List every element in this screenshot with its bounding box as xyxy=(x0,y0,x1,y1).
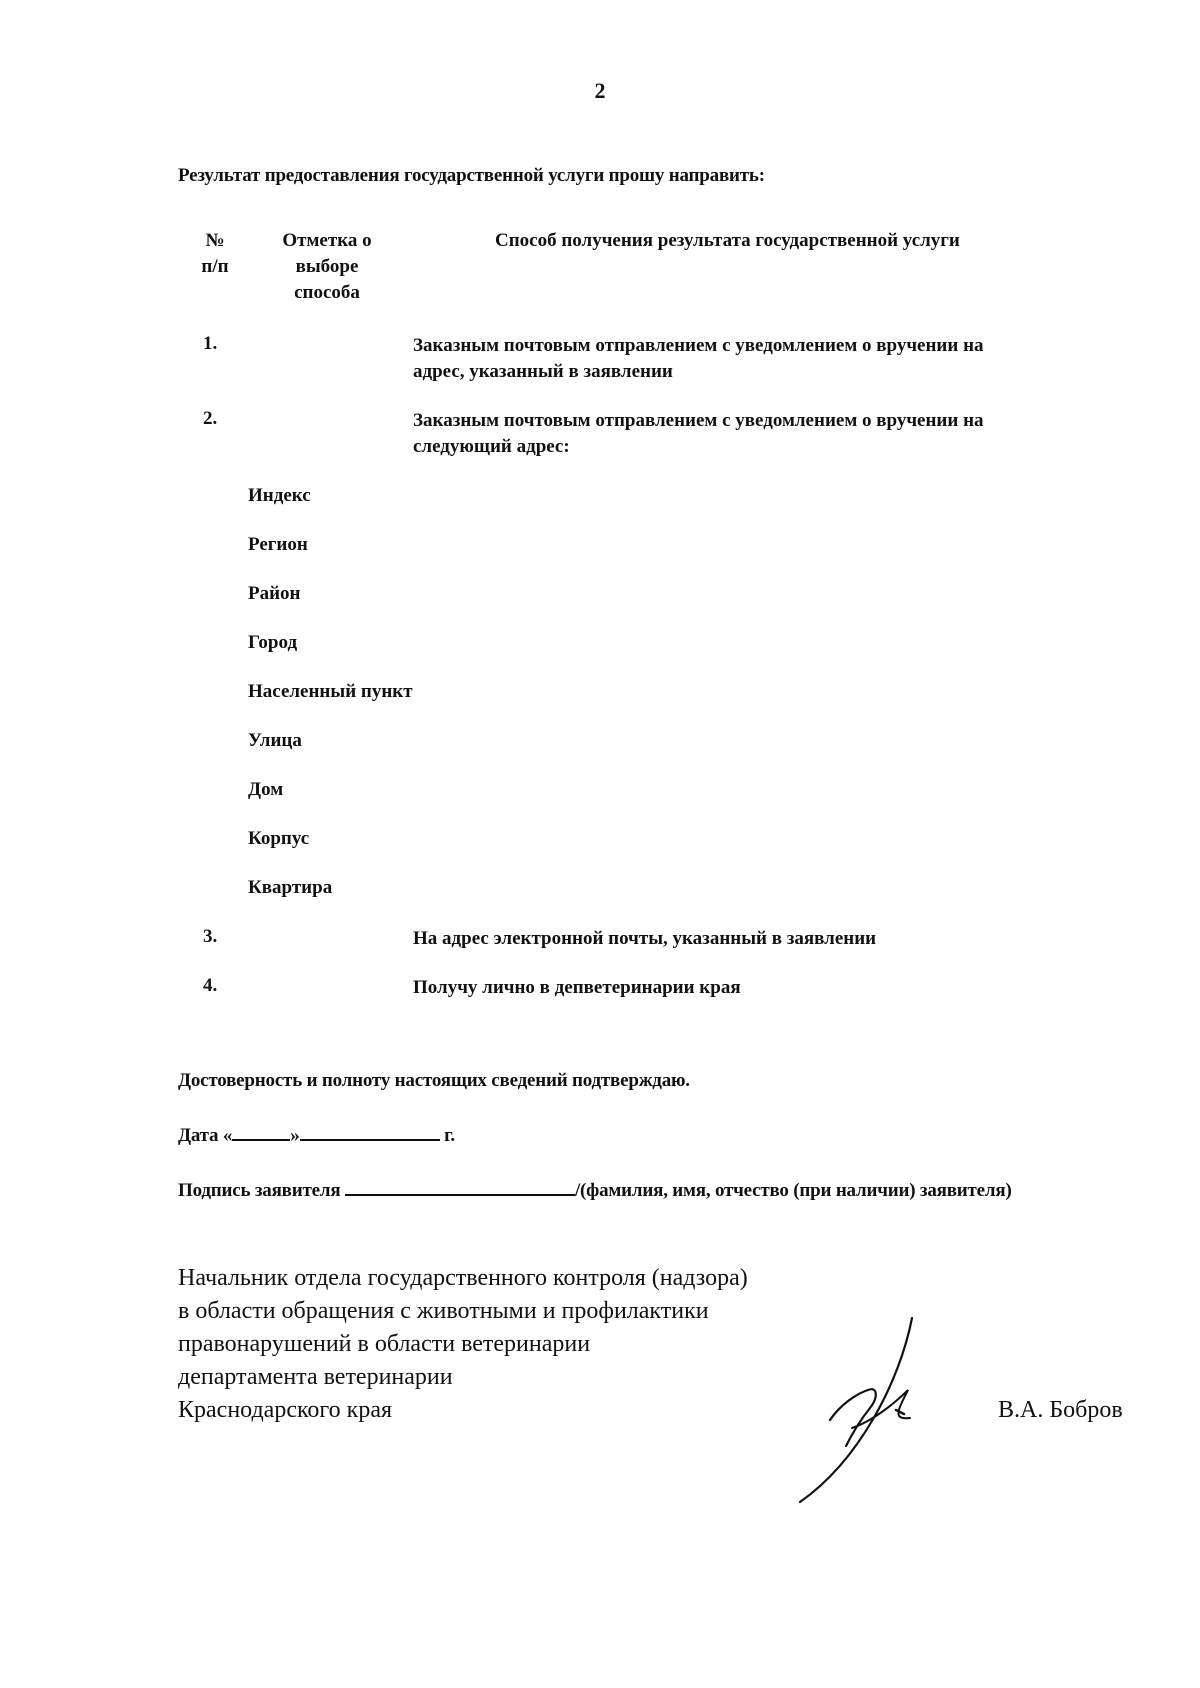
position-line-2: в области обращения с животными и профилактики xyxy=(178,1298,709,1324)
row-1-method-line1: Заказным почтовым отправлением с уведомлением о вручении на xyxy=(413,335,984,356)
signature-label: Подпись заявителя xyxy=(178,1180,341,1201)
signature-blank xyxy=(345,1193,575,1196)
confirmation-text: Достоверность и полноту настоящих сведений подтверждаю. xyxy=(178,1070,690,1091)
date-line xyxy=(178,1125,455,1147)
address-field-settlement: Населенный пункт xyxy=(248,681,413,702)
handwritten-signature xyxy=(760,1310,960,1510)
row-2-method-line1: Заказным почтовым отправлением с уведомлением о вручении на xyxy=(413,410,984,431)
row-2-method xyxy=(413,408,1113,460)
intro-text: Результат предоставления государственной услуги прошу направить: xyxy=(178,165,765,186)
address-field-region: Регион xyxy=(248,534,308,555)
signature-suffix: /(фамилия, имя, отчество (при наличии) заявителя) xyxy=(574,1180,1012,1201)
header-number-line1: № xyxy=(205,230,225,251)
header-number-line2: п/п xyxy=(201,256,229,277)
position-line-4: департамента ветеринарии xyxy=(178,1364,453,1390)
address-field-district: Район xyxy=(248,583,301,604)
position-line-3: правонарушений в области ветеринарии xyxy=(178,1331,591,1357)
date-month-blank xyxy=(300,1138,440,1141)
date-suffix: г. xyxy=(444,1125,455,1146)
header-mark-line1: Отметка о xyxy=(282,230,372,251)
date-label: Дата « xyxy=(178,1125,233,1146)
row-3-method: На адрес электронной почты, указанный в заявлении xyxy=(413,928,877,949)
signature-line xyxy=(178,1180,1012,1202)
row-4-number: 4. xyxy=(203,975,218,996)
header-number xyxy=(190,228,240,280)
row-2-method-line2: следующий адрес: xyxy=(413,436,570,457)
header-mark-line2: выборе xyxy=(295,256,359,277)
header-method: Способ получения результата государственной услуги xyxy=(495,230,960,251)
address-field-apartment: Квартира xyxy=(248,877,333,898)
row-1-method-line2: адрес, указанный в заявлении xyxy=(413,361,673,382)
position-title xyxy=(178,1262,748,1427)
row-1-number: 1. xyxy=(203,333,218,354)
header-mark xyxy=(262,228,392,306)
row-1-method xyxy=(413,333,1113,385)
position-line-1: Начальник отдела государственного контроля (надзора) xyxy=(178,1265,748,1291)
row-2-number: 2. xyxy=(203,408,218,429)
date-day-blank xyxy=(232,1138,290,1141)
address-field-building: Корпус xyxy=(248,828,310,849)
address-field-house: Дом xyxy=(248,779,284,800)
signer-name: В.А. Бобров xyxy=(998,1397,1123,1423)
page-number: 2 xyxy=(594,78,606,103)
row-4-method: Получу лично в депветеринарии края xyxy=(413,977,741,998)
date-mid: » xyxy=(290,1125,300,1146)
address-field-street: Улица xyxy=(248,730,302,751)
address-field-city: Город xyxy=(248,632,298,653)
header-mark-line3: способа xyxy=(294,282,360,303)
position-line-5: Краснодарского края xyxy=(178,1397,393,1423)
address-field-index: Индекс xyxy=(248,485,311,506)
row-3-number: 3. xyxy=(203,926,218,947)
